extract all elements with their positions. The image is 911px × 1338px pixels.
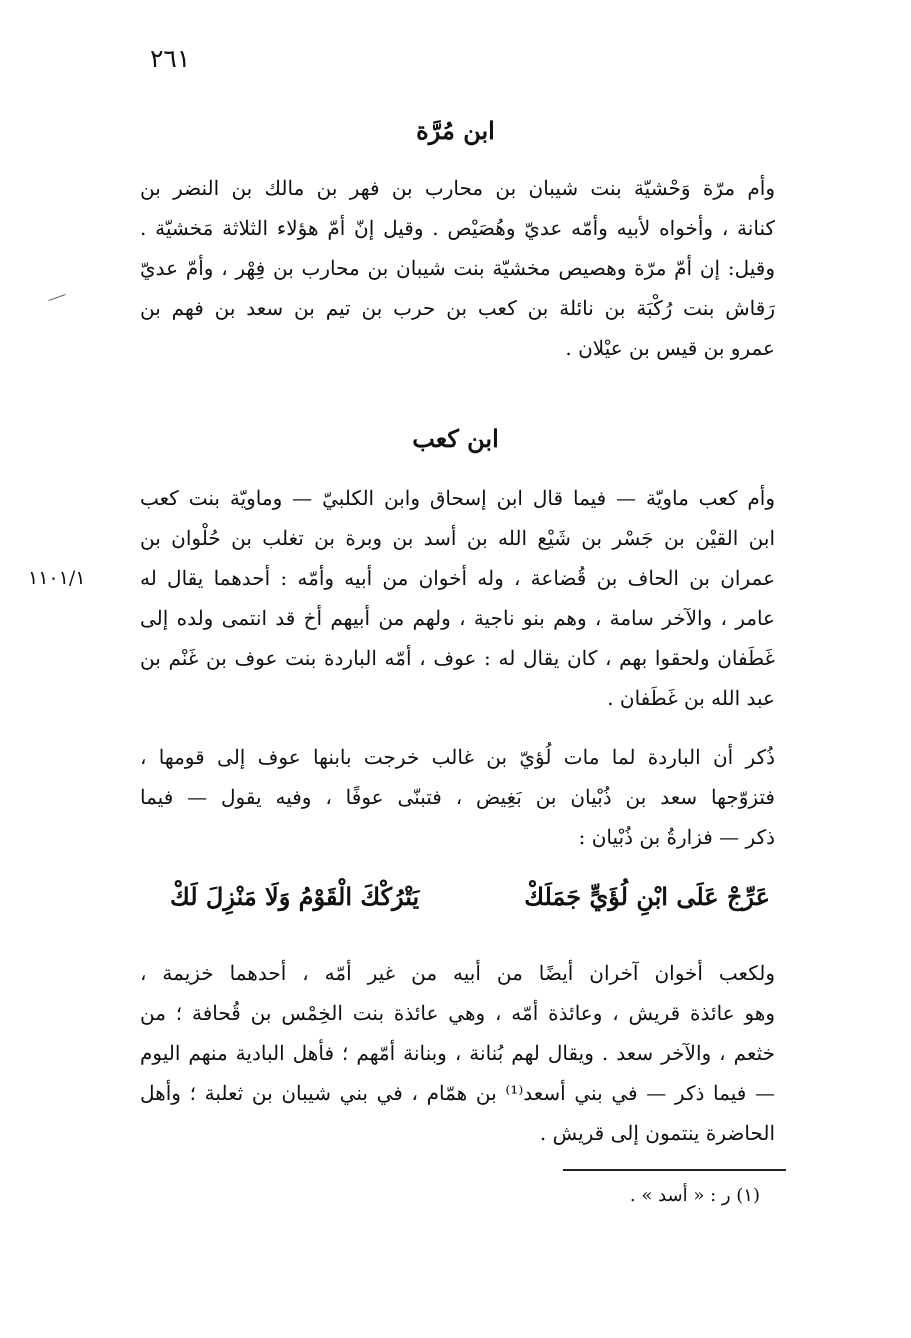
text-line: ولكعب أخوان آخران أيضًا من أبيه من غير أمّه ، أحدهما خزيمة ، — [140, 961, 775, 985]
text-line: ذُكر أن الباردة لما مات لُؤيّ بن غالب خرجت بابنها عوف إلى قومها ، — [140, 745, 775, 769]
text-line: وهو عائذة قريش ، وعائذة أمّه ، وهي عائذة بنت الخِمْس بن قُحافة ؛ من — [140, 1001, 775, 1025]
text-line: غَطَفان ولحقوا بهم ، كان يقال له : عوف ، أمّه الباردة بنت عوف بن غَنْم بن — [140, 646, 775, 670]
footnote-divider — [563, 1169, 786, 1171]
text-line: ذكر — فزارةُ بن ذُبْيان : — [578, 825, 775, 849]
text-line: — فيما ذكر — في بني أسعد⁽¹⁾ بن همّام ، في بني شيبان بن ثعلبة ؛ وأهل — [140, 1081, 775, 1105]
section-heading-ibn-kaab: ابن كعب — [412, 424, 499, 453]
paragraph-ibn-kaab-2 — [140, 737, 775, 857]
text-line: وأم مرّة وَحْشيّة بنت شيبان بن محارب بن فهر بن مالك بن النضر بن — [140, 176, 775, 200]
text-line: عامر ، والآخر سامة ، وهم بنو ناجية ، ولهم من أبيهم أخ قد انتمى ولده إلى — [140, 606, 775, 630]
paragraph-ibn-murra — [140, 168, 775, 368]
poetry-verse — [170, 882, 770, 911]
paragraph-kaab-brothers — [140, 953, 775, 1153]
paragraph-ibn-kaab-1 — [140, 478, 775, 718]
verse-second-hemistich: يَتْرُكْكَ الْقَوْمُ وَلَا مَنْزِلَ لَكْ — [170, 882, 420, 911]
text-line: وأم كعب ماويّة — فيما قال ابن إسحاق وابن الكلبيّ — وماويّة بنت كعب — [140, 486, 775, 510]
page-number: ٢٦١ — [150, 44, 191, 73]
text-line: رَقاش بنت رُكْبَة بن نائلة بن كعب بن حرب بن تيم بن سعد بن فهم بن — [140, 296, 775, 320]
text-line: فتزوّجها سعد بن ذُبْيان بن بَغِيض ، فتبنّى عوفًا ، وفيه يقول — فيما — [140, 785, 775, 809]
text-line: ابن القيْن بن جَسْر بن شَيْع الله بن أسد بن وبرة بن تغلب بن حُلْوان بن — [140, 526, 775, 550]
text-line: كنانة ، وأخواه لأبيه وأمّه عديّ وهُصَيْص . وقيل إنّ أمّ هؤلاء الثلاثة مَخشيّة . — [140, 216, 775, 240]
text-line: عمران بن الحاف بن قُضاعة ، وله أخوان من أبيه وأمّه : أحدهما يقال له — [140, 566, 775, 590]
text-line: خثعم ، والآخر سعد . ويقال لهم بُنانة ، وبنانة أمّهم ؛ فأهل البادية منهم اليوم — [140, 1041, 775, 1065]
footnote: (١) ر : « أسد » . — [629, 1185, 760, 1206]
verse-first-hemistich: عَرِّجْ عَلَى ابْنِ لُؤَيٍّ جَمَلَكْ — [524, 882, 770, 911]
text-line: عمرو بن قيس بن عيْلان . — [565, 336, 775, 360]
text-line: عبد الله بن غَطَفان . — [607, 686, 775, 710]
margin-reference: ١١٠١/١ — [28, 567, 86, 589]
section-heading-ibn-murra: ابن مُرَّة — [416, 116, 495, 145]
margin-mark — [48, 294, 65, 301]
text-line: الحاضرة ينتمون إلى قريش . — [539, 1121, 775, 1145]
text-line: وقيل: إن أمّ مرّة وهصيص مخشيّة بنت شيبان بن محارب بن فِهْر ، وأمّ عديّ — [140, 256, 775, 280]
